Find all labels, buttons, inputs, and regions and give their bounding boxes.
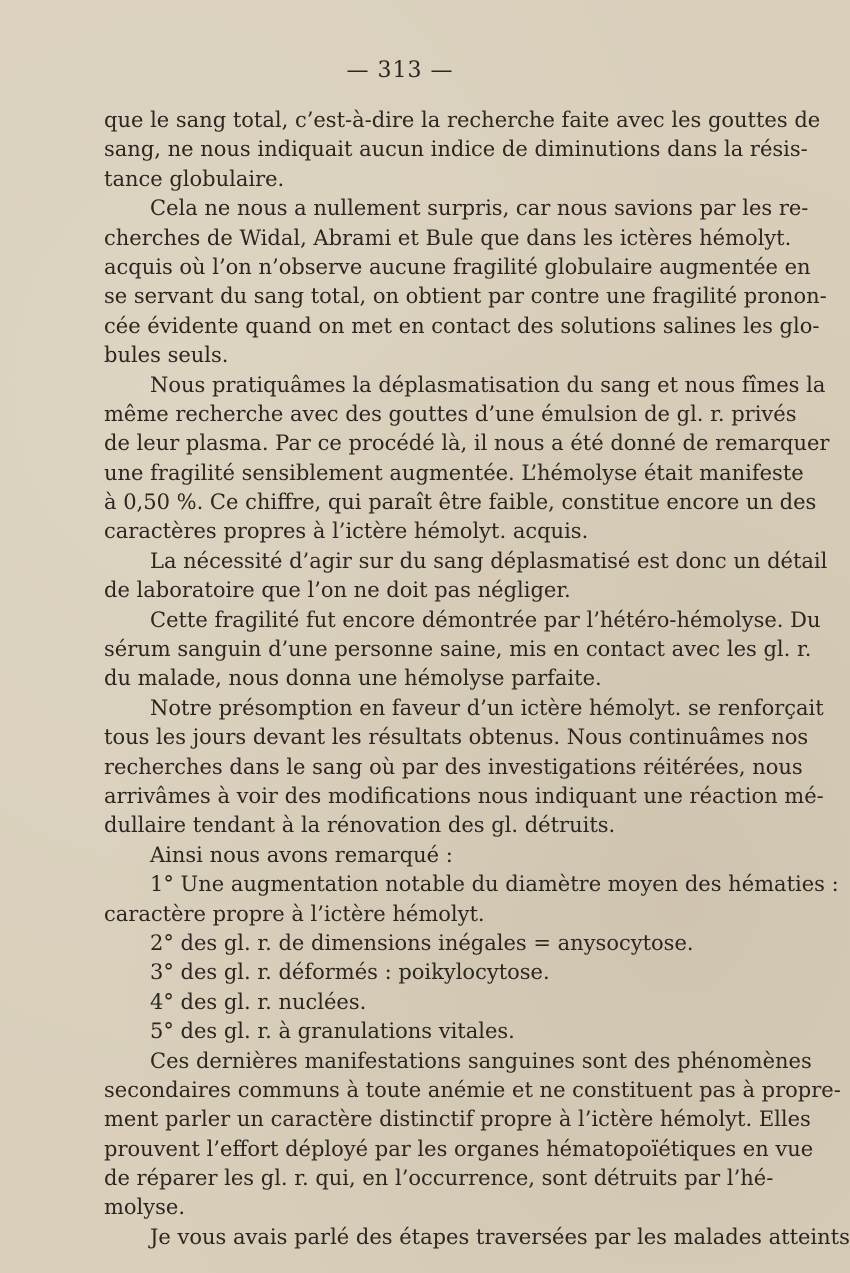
text-line: sérum sanguin d’une personne saine, mis en contact avec les gl. r. [104, 637, 812, 662]
text-line: 2° des gl. r. de dimensions inégales = anysocytose. [150, 930, 694, 955]
text-line: arrivâmes à voir des modifications nous indiquant une réaction mé- [104, 783, 824, 808]
text-line: 4° des gl. r. nuclées. [150, 989, 367, 1014]
text-line: tous les jours devant les résultats obtenus. Nous continuâmes nos [104, 725, 809, 750]
text-line: 5° des gl. r. à granulations vitales. [150, 1019, 515, 1044]
text-line: à 0,50 %. Ce chiffre, qui paraît être faible, constitue encore un des [104, 490, 817, 515]
text-line: recherches dans le sang où par des investigations réitérées, nous [104, 754, 803, 779]
text-line: de leur plasma. Par ce procédé là, il nous a été donné de remarquer [104, 431, 830, 456]
text-line: Ainsi nous avons remarqué : [150, 842, 453, 867]
text-line: ment parler un caractère distinctif propre à l’ictère hémolyt. Elles [104, 1107, 811, 1132]
text-line: Cela ne nous a nullement surpris, car nous savions par les re- [150, 196, 809, 221]
text-line: tance globulaire. [104, 166, 285, 191]
text-line: bules seuls. [104, 343, 229, 368]
text-line: une fragilité sensiblement augmentée. L’hémolyse était manifeste [104, 460, 804, 485]
text-line: se servant du sang total, on obtient par contre une fragilité pronon- [104, 284, 827, 309]
text-line: Ces dernières manifestations sanguines sont des phénomènes [150, 1048, 812, 1073]
page-number: — 313 — [346, 58, 454, 83]
text-line: secondaires communs à toute anémie et ne constituent pas à propre- [104, 1077, 841, 1102]
text-line: acquis où l’on n’observe aucune fragilité globulaire augmentée en [104, 254, 811, 279]
text-line: prouvent l’effort déployé par les organes hématopoïétiques en vue [104, 1136, 814, 1161]
text-line: caractères propres à l’ictère hémolyt. acquis. [104, 519, 589, 544]
text-line: Cette fragilité fut encore démontrée par l’hétéro-hémolyse. Du [150, 607, 821, 632]
text-line: Nous pratiquâmes la déplasmatisation du sang et nous fîmes la [150, 372, 826, 397]
text-line: sang, ne nous indiquait aucun indice de diminutions dans la résis- [104, 137, 808, 162]
text-line: de réparer les gl. r. qui, en l’occurrence, sont détruits par l’hé- [104, 1166, 774, 1191]
text-line: 1° Une augmentation notable du diamètre moyen des hématies : [150, 872, 839, 897]
text-line: 3° des gl. r. déformés : poikylocytose. [150, 960, 550, 985]
text-line: du malade, nous donna une hémolyse parfaite. [104, 666, 602, 691]
text-line: de laboratoire que l’on ne doit pas négliger. [104, 578, 571, 603]
text-line: même recherche avec des gouttes d’une émulsion de gl. r. privés [104, 401, 797, 426]
text-line: Notre présomption en faveur d’un ictère hémolyt. se renforçait [150, 695, 824, 720]
text-line: cherches de Widal, Abrami et Bule que dans les ictères hémolyt. [104, 225, 792, 250]
text-line: caractère propre à l’ictère hémolyt. [104, 901, 485, 926]
text-line: que le sang total, c’est-à-dire la recherche faite avec les gouttes de [104, 108, 821, 132]
text-line: La nécessité d’agir sur du sang déplasmatisé est donc un détail [150, 548, 828, 573]
text-line: molyse. [104, 1195, 186, 1220]
text-line: Je vous avais parlé des étapes traversées par les malades atteints [150, 1224, 850, 1249]
text-line: cée évidente quand on met en contact des solutions salines les glo- [104, 313, 820, 338]
text-line: dullaire tendant à la rénovation des gl. détruits. [104, 813, 616, 838]
body-text [104, 106, 850, 1252]
